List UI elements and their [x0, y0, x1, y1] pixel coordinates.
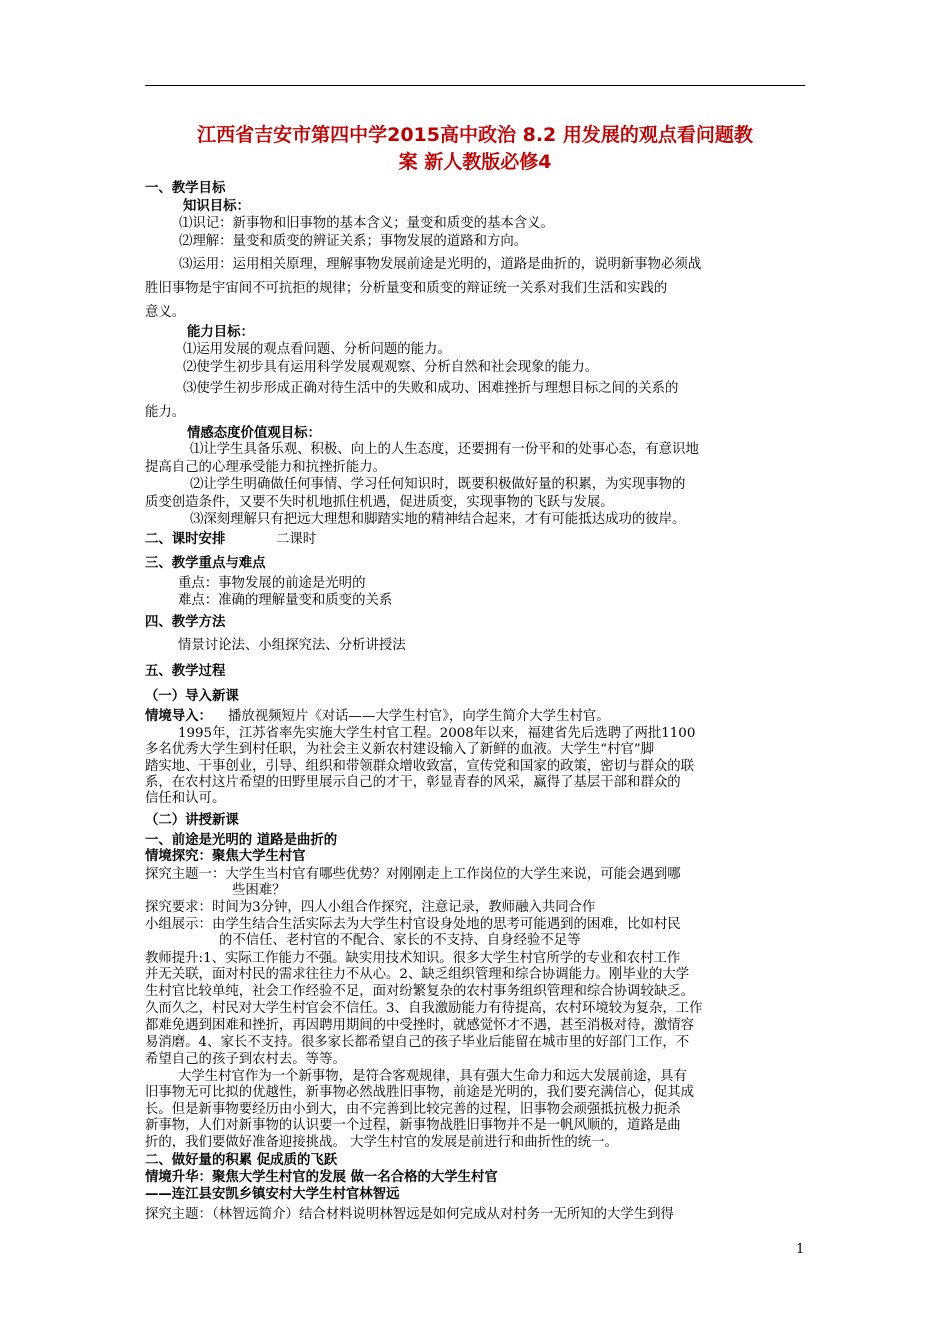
text-line: 都难免遇到困难和挫折，再因聘用期间的中受挫时，就感觉怀才不遇，甚至消极对待，激情容 — [145, 1018, 695, 1033]
section-heading: 二、做好量的积累 促成质的飞跃 — [145, 1153, 338, 1168]
section-heading: 一、前途是光明的 道路是曲折的 — [145, 833, 338, 848]
text-line: 难点：准确的理解量变和质变的关系 — [178, 593, 393, 608]
subsection-heading: 知识目标： — [183, 199, 250, 214]
text-line: 大学生村官作为一个新事物，是符合客观规律，具有强大生命力和远大发展前途，具有 — [178, 1069, 687, 1084]
text-line: 折的，我们要做好准备迎接挑战。 大学生村官的发展是前进行和曲折性的统一。 — [145, 1135, 618, 1150]
text-line: 踏实地、干事创业，引导、组织和带领群众增收致富，宣传党和国家的政策，密切与群众的联 — [145, 759, 695, 774]
text-line: ⑶使学生初步形成正确对待生活中的失败和成功、困难挫折与理想目标之间的关系的 — [183, 381, 679, 396]
text-line: ⑵使学生初步具有运用科学发展观观察、分析自然和社会现象的能力。 — [183, 360, 599, 375]
page-number: 1 — [796, 1242, 805, 1257]
inline-heading: 情境升华：聚焦大学生村官的发展 做一名合格的大学生村官 — [145, 1170, 498, 1185]
text-line: 教师提升:1、实际工作能力不强。缺实用技术知识。很多大学生村官所学的专业和农村工作 — [145, 951, 681, 966]
text-line: 探究要求：时间为3分钟，四人小组合作探究，注意记录，教师融入共同合作 — [145, 900, 596, 915]
text-line: 新事物，人们对新事物的认识要一个过程，新事物战胜旧事物并不是一帆风顺的，道路是曲 — [145, 1118, 681, 1133]
text-line: 长。但是新事物要经历由小到大，由不完善到比较完善的过程，旧事物会顽强抵抗极力扼杀 — [145, 1102, 681, 1117]
text-line: ⑴运用发展的观点看问题、分析问题的能力。 — [183, 342, 451, 357]
text-line: 多名优秀大学生到村任职，为社会主义新农村建设输入了新鲜的血液。大学生“村官”脚 — [145, 742, 655, 757]
text-line: ⑴让学生具备乐观、积极、向上的人生态度，还要拥有一份平和的处事心态，有意识地 — [190, 442, 699, 457]
section-heading: 一、教学目标 — [145, 181, 226, 196]
section-heading: 三、教学重点与难点 — [145, 556, 266, 571]
text-line: 意义。 — [145, 305, 186, 320]
inline-heading: 情境探究：聚焦大学生村官 — [145, 849, 306, 864]
subsection-heading: （二）讲授新课 — [145, 813, 239, 828]
text-line: 重点：事物发展的前途是光明的 — [178, 576, 366, 591]
text-line: ⑶运用：运用相关原理，理解事物发展前途是光明的，道路是曲折的，说明新事物必须战 — [179, 257, 702, 272]
text-line: ⑴识记：新事物和旧事物的基本含义；量变和质变的基本含义。 — [179, 216, 554, 231]
text-line: 易消磨。4、家长不支持。很多家长都希望自己的孩子毕业后能留在城市里的好部门工作，不 — [145, 1035, 690, 1050]
section-heading: 五、教学过程 — [145, 664, 226, 679]
subsection-heading: （一）导入新课 — [145, 689, 239, 704]
text-line: ⑵让学生明确做任何事情、学习任何知识时，既要积极做好量的积累，为实现事物的 — [190, 477, 686, 492]
text-line: 希望自己的孩子到农村去。等等。 — [145, 1052, 346, 1067]
text-line: 的不信任、老村官的不配合、家长的不支持、自身经验不足等 — [219, 933, 581, 948]
page-title-line-2: 案 新人教版必修4 — [398, 151, 552, 173]
section-heading: 四、教学方法 — [145, 615, 226, 630]
text-line: 久而久之，村民对大学生村官会不信任。3、自我激励能力有待提高，农村环境较为复杂，工作 — [145, 1001, 703, 1016]
text-line: 信任和认可。 — [145, 791, 226, 806]
text-line: 生村官比较单纯，社会工作经验不足，面对纷繁复杂的农村事务组织管理和综合协调较缺乏。 — [145, 984, 695, 999]
text-line: 旧事物无可比拟的优越性，新事物必然战胜旧事物，前途是光明的，我们要充满信心，促其成 — [145, 1085, 695, 1100]
text-line: 探究主题：（林智远简介）结合材料说明林智远是如何完成从对村务一无所知的大学生到得 — [145, 1207, 674, 1222]
text-line: 能力。 — [145, 405, 186, 420]
text-line: 质变创造条件，又要不失时机地抓住机遇，促进质变，实现事物的飞跃与发展。 — [145, 495, 614, 510]
header-rule — [145, 85, 805, 86]
text-line: 系，在农村这片希望的田野里展示自己的才干，彰显青春的风采，赢得了基层干部和群众的 — [145, 775, 681, 790]
text-line: ⑵理解：量变和质变的辨证关系；事物发展的道路和方向。 — [179, 234, 528, 249]
subsection-heading: 能力目标： — [187, 325, 254, 340]
text-line: 探究主题一：大学生当村官有哪些优势？对刚刚走上工作岗位的大学生来说，可能会遇到哪 — [145, 867, 681, 882]
page-title-line-1: 江西省吉安市第四中学2015高中政治 8.2 用发展的观点看问题教 — [197, 124, 753, 146]
section-heading: 二、课时安排 — [145, 532, 226, 547]
text-line: 并无关联，面对村民的需求往往力不从心。2、缺乏组织管理和综合协调能力。刚毕业的大学 — [145, 967, 690, 982]
inline-heading: ——连江县安凯乡镇安村大学生村官林智远 — [145, 1187, 400, 1202]
text-line: 情景讨论法、小组探究法、分析讲授法 — [178, 638, 406, 653]
text-line: 1995年，江苏省率先实施大学生村官工程。2008年以来，福建省先后选聘了两批1100 — [178, 726, 696, 741]
inline-heading: 情境导入： — [145, 709, 212, 724]
text-line: 提高自己的心理承受能力和抗挫折能力。 — [145, 460, 387, 475]
text-line: 二课时 — [276, 532, 317, 547]
text-line: 播放视频短片《对话——大学生村官》，向学生简介大学生村官。 — [228, 709, 610, 724]
text-line: 胜旧事物是宇宙间不可抗拒的规律；分析量变和质变的辩证统一关系对我们生活和实践的 — [145, 281, 668, 296]
subsection-heading: 情感态度价值观目标： — [187, 426, 321, 441]
text-line: 些困难？ — [232, 883, 286, 898]
text-line: ⑶深刻理解只有把远大理想和脚踏实地的精神结合起来，才有可能抵达成功的彼岸。 — [190, 512, 686, 527]
text-line: 小组展示：由学生结合生活实际去为大学生村官设身处地的思考可能遇到的困难，比如村民 — [145, 917, 681, 932]
